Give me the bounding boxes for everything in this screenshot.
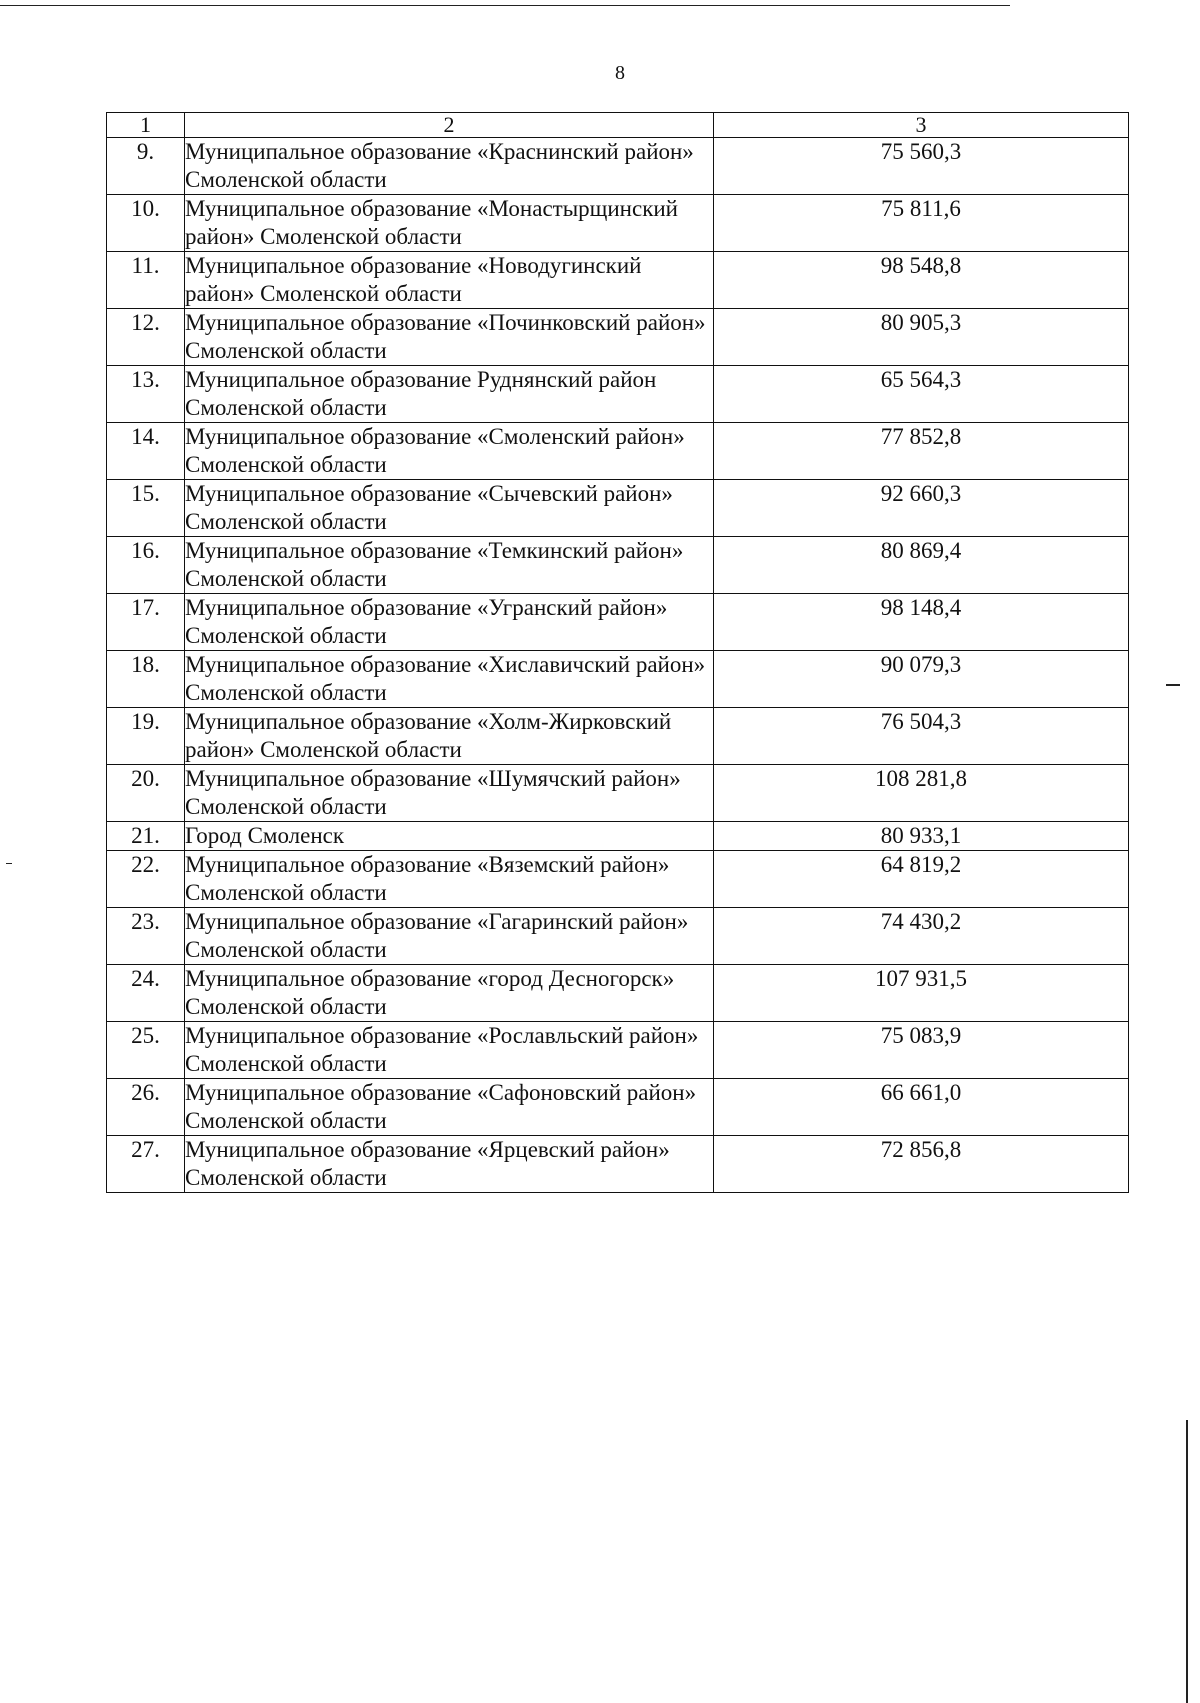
- row-number-cell: 23.: [107, 908, 185, 965]
- scan-mark-left: [6, 863, 12, 864]
- municipality-name-cell: Муниципальное образование «Хиславичский район» Смоленской области: [185, 651, 714, 708]
- column-header-1: 1: [107, 113, 185, 138]
- municipality-name-cell: Муниципальное образование «Рославльский район» Смоленской области: [185, 1022, 714, 1079]
- amount-cell: 75 560,3: [714, 138, 1129, 195]
- table-row: [107, 708, 1129, 765]
- municipality-name-cell: Муниципальное образование «город Десногорск» Смоленской области: [185, 965, 714, 1022]
- municipality-name-cell: Муниципальное образование «Монастырщинский район» Смоленской области: [185, 195, 714, 252]
- row-number-cell: 24.: [107, 965, 185, 1022]
- column-header-3: 3: [714, 113, 1129, 138]
- row-number-cell: 26.: [107, 1079, 185, 1136]
- allocation-table: [106, 112, 1129, 1193]
- table-row: [107, 651, 1129, 708]
- amount-cell: 72 856,8: [714, 1136, 1129, 1193]
- table-row: [107, 252, 1129, 309]
- amount-cell: 108 281,8: [714, 765, 1129, 822]
- amount-cell: 75 811,6: [714, 195, 1129, 252]
- table-row: [107, 195, 1129, 252]
- amount-cell: 92 660,3: [714, 480, 1129, 537]
- table-row: [107, 1079, 1129, 1136]
- amount-cell: 90 079,3: [714, 651, 1129, 708]
- table-row: [107, 822, 1129, 851]
- row-number-cell: 11.: [107, 252, 185, 309]
- municipality-name-cell: Муниципальное образование «Сычевский район» Смоленской области: [185, 480, 714, 537]
- scan-line-top: [0, 5, 1010, 6]
- amount-cell: 77 852,8: [714, 423, 1129, 480]
- row-number-cell: 21.: [107, 822, 185, 851]
- municipality-name-cell: Муниципальное образование «Сафоновский район» Смоленской области: [185, 1079, 714, 1136]
- table-row: [107, 765, 1129, 822]
- amount-cell: 98 548,8: [714, 252, 1129, 309]
- table-row: [107, 366, 1129, 423]
- table-row: [107, 908, 1129, 965]
- municipality-name-cell: Город Смоленск: [185, 822, 714, 851]
- amount-cell: 65 564,3: [714, 366, 1129, 423]
- table-row: [107, 1022, 1129, 1079]
- amount-cell: 66 661,0: [714, 1079, 1129, 1136]
- table-row: [107, 537, 1129, 594]
- amount-cell: 75 083,9: [714, 1022, 1129, 1079]
- row-number-cell: 19.: [107, 708, 185, 765]
- page-number: 8: [615, 62, 625, 84]
- table-row: [107, 1136, 1129, 1193]
- row-number-cell: 27.: [107, 1136, 185, 1193]
- municipality-name-cell: Муниципальное образование «Холм-Жирковский район» Смоленской области: [185, 708, 714, 765]
- municipality-name-cell: Муниципальное образование «Темкинский район» Смоленской области: [185, 537, 714, 594]
- amount-cell: 74 430,2: [714, 908, 1129, 965]
- municipality-name-cell: Муниципальное образование «Шумячский район» Смоленской области: [185, 765, 714, 822]
- municipality-name-cell: Муниципальное образование «Починковский район» Смоленской области: [185, 309, 714, 366]
- row-number-cell: 14.: [107, 423, 185, 480]
- table-header-row: [107, 113, 1129, 138]
- table-row: [107, 851, 1129, 908]
- amount-cell: 80 905,3: [714, 309, 1129, 366]
- municipality-name-cell: Муниципальное образование «Угранский район» Смоленской области: [185, 594, 714, 651]
- table-body: [107, 138, 1129, 1193]
- municipality-name-cell: Муниципальное образование «Смоленский район» Смоленской области: [185, 423, 714, 480]
- municipality-name-cell: Муниципальное образование «Гагаринский район» Смоленской области: [185, 908, 714, 965]
- municipality-name-cell: Муниципальное образование «Вяземский район» Смоленской области: [185, 851, 714, 908]
- table-row: [107, 480, 1129, 537]
- amount-cell: 64 819,2: [714, 851, 1129, 908]
- table-row: [107, 423, 1129, 480]
- row-number-cell: 22.: [107, 851, 185, 908]
- row-number-cell: 18.: [107, 651, 185, 708]
- table-row: [107, 594, 1129, 651]
- amount-cell: 80 869,4: [714, 537, 1129, 594]
- row-number-cell: 20.: [107, 765, 185, 822]
- amount-cell: 98 148,4: [714, 594, 1129, 651]
- municipality-name-cell: Муниципальное образование Руднянский район Смоленской области: [185, 366, 714, 423]
- row-number-cell: 13.: [107, 366, 185, 423]
- row-number-cell: 25.: [107, 1022, 185, 1079]
- scan-mark-right: [1166, 684, 1180, 686]
- amount-cell: 107 931,5: [714, 965, 1129, 1022]
- row-number-cell: 15.: [107, 480, 185, 537]
- table-row: [107, 965, 1129, 1022]
- table-row: [107, 309, 1129, 366]
- row-number-cell: 9.: [107, 138, 185, 195]
- amount-cell: 76 504,3: [714, 708, 1129, 765]
- row-number-cell: 17.: [107, 594, 185, 651]
- row-number-cell: 12.: [107, 309, 185, 366]
- municipality-name-cell: Муниципальное образование «Ярцевский район» Смоленской области: [185, 1136, 714, 1193]
- municipality-name-cell: Муниципальное образование «Новодугинский район» Смоленской области: [185, 252, 714, 309]
- row-number-cell: 10.: [107, 195, 185, 252]
- column-header-2: 2: [185, 113, 714, 138]
- scan-line-right-edge: [1186, 1420, 1188, 1703]
- municipality-name-cell: Муниципальное образование «Краснинский район» Смоленской области: [185, 138, 714, 195]
- table-row: [107, 138, 1129, 195]
- amount-cell: 80 933,1: [714, 822, 1129, 851]
- row-number-cell: 16.: [107, 537, 185, 594]
